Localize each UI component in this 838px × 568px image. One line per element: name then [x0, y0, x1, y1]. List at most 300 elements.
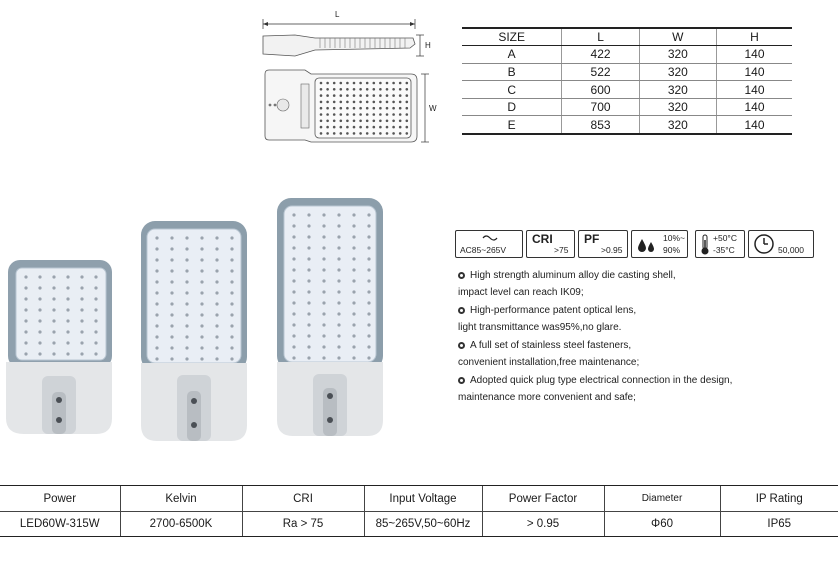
led-dot	[94, 319, 97, 322]
led-dot	[230, 236, 233, 239]
led-dot	[352, 323, 355, 326]
led-dot	[337, 279, 340, 282]
drawing-led-dot	[366, 132, 369, 135]
led-dot	[66, 319, 69, 322]
led-dot	[215, 258, 218, 261]
drawing-led-dot	[399, 132, 402, 135]
drawing-led-dot	[326, 101, 329, 104]
led-dot	[200, 291, 203, 294]
list-item	[458, 373, 833, 406]
led-dot	[292, 213, 295, 216]
size-header: SIZE	[462, 28, 562, 46]
led-dot	[322, 323, 325, 326]
drawing-led-dot	[340, 113, 343, 116]
drawing-led-dot	[340, 82, 343, 85]
bullet-icon	[458, 272, 465, 279]
led-dot	[155, 291, 158, 294]
led-dot	[307, 290, 310, 293]
drawing-led-dot	[359, 132, 362, 135]
led-dot	[337, 224, 340, 227]
power-factor-header: Power Factor	[482, 486, 604, 512]
led-dot	[38, 330, 41, 333]
led-dot	[66, 330, 69, 333]
drawing-led-dot	[399, 107, 402, 110]
drawing-led-dot	[366, 126, 369, 129]
drawing-led-dot	[366, 88, 369, 91]
led-dot	[352, 268, 355, 271]
led-dot	[80, 319, 83, 322]
led-dot	[367, 213, 370, 216]
drawing-led-dot	[366, 82, 369, 85]
drawing-led-dot	[346, 113, 349, 116]
drawing-led-dot	[406, 101, 409, 104]
ip-rating-cell: IP65	[720, 512, 838, 537]
led-dot	[185, 269, 188, 272]
drawing-led-dot	[333, 88, 336, 91]
drawing-led-dot	[353, 101, 356, 104]
led-dot	[230, 258, 233, 261]
drawing-led-dot	[320, 126, 323, 129]
led-dot	[80, 330, 83, 333]
led-dot	[307, 312, 310, 315]
humidity-min: 10%~	[663, 233, 685, 243]
width-cell: 320	[639, 116, 716, 134]
width-cell: 320	[639, 46, 716, 64]
drawing-led-dot	[406, 132, 409, 135]
led-dot	[337, 246, 340, 249]
led-dot	[367, 290, 370, 293]
drawing-led-dot	[373, 126, 376, 129]
input-voltage-cell: 85~265V,50~60Hz	[364, 512, 482, 537]
led-dot	[185, 346, 188, 349]
led-dot	[38, 308, 41, 311]
feature-text-continued: impact level can reach IK09;	[458, 286, 584, 298]
drawing-led-dot	[353, 82, 356, 85]
dimension-drawing-svg	[255, 8, 440, 148]
drawing-led-dot	[392, 88, 395, 91]
cri-cell: Ra > 75	[242, 512, 364, 537]
drawing-led-dot	[326, 107, 329, 110]
led-dot	[352, 290, 355, 293]
led-dot	[367, 246, 370, 249]
drawing-led-dot	[320, 101, 323, 104]
led-dot	[337, 334, 340, 337]
drawing-led-dot	[386, 94, 389, 97]
length-cell: 700	[562, 98, 639, 116]
pf-value: >0.95	[601, 245, 623, 255]
led-dot	[24, 330, 27, 333]
led-dot	[155, 302, 158, 305]
led-dot	[307, 235, 310, 238]
drawing-led-dot	[340, 107, 343, 110]
drawing-led-dot	[326, 126, 329, 129]
led-dot	[155, 324, 158, 327]
drawing-led-dot	[392, 113, 395, 116]
drawing-led-dot	[399, 101, 402, 104]
led-dot	[352, 301, 355, 304]
drawing-led-dot	[359, 113, 362, 116]
drawing-led-dot	[333, 94, 336, 97]
drawing-led-dot	[392, 82, 395, 85]
led-dot	[185, 236, 188, 239]
led-dot	[170, 346, 173, 349]
led-dot	[292, 312, 295, 315]
drawing-led-dot	[406, 107, 409, 110]
lifetime-badge	[748, 230, 814, 258]
spec-table	[0, 485, 838, 537]
led-dot	[352, 246, 355, 249]
drawing-led-dot	[326, 94, 329, 97]
led-dot	[200, 357, 203, 360]
street-light-small-image	[0, 258, 115, 438]
led-dot	[352, 356, 355, 359]
drawing-led-dot	[392, 132, 395, 135]
led-dot	[337, 235, 340, 238]
led-dot	[307, 213, 310, 216]
drawing-led-dot	[333, 107, 336, 110]
drawing-led-dot	[346, 132, 349, 135]
led-dot	[215, 236, 218, 239]
drawing-led-dot	[386, 120, 389, 123]
drawing-led-dot	[353, 113, 356, 116]
drawing-led-dot	[320, 82, 323, 85]
led-dot	[155, 247, 158, 250]
led-dot	[230, 269, 233, 272]
led-dot	[337, 356, 340, 359]
led-dot	[322, 213, 325, 216]
drawing-led-dot	[399, 88, 402, 91]
drawing-led-dot	[326, 120, 329, 123]
led-dot	[367, 279, 370, 282]
drawing-led-dot	[320, 94, 323, 97]
power-factor-badge	[578, 230, 628, 258]
drawing-led-dot	[340, 94, 343, 97]
led-dot	[352, 257, 355, 260]
led-dot	[292, 246, 295, 249]
led-dot	[66, 286, 69, 289]
drawing-led-dot	[359, 101, 362, 104]
led-dot	[66, 308, 69, 311]
street-light-medium-image	[135, 221, 253, 443]
led-dot	[367, 345, 370, 348]
height-cell: 140	[717, 46, 793, 64]
led-dot	[230, 357, 233, 360]
led-dot	[337, 213, 340, 216]
led-dot	[292, 257, 295, 260]
length-label: L	[335, 10, 340, 19]
feature-text-continued: maintenance more convenient and safe;	[458, 391, 636, 403]
led-dot	[230, 335, 233, 338]
led-dot	[170, 357, 173, 360]
led-dot	[352, 312, 355, 315]
drawing-led-dot	[406, 94, 409, 97]
drawing-led-dot	[320, 120, 323, 123]
drawing-led-dot	[333, 101, 336, 104]
drawing-led-dot	[386, 82, 389, 85]
size-cell: A	[462, 46, 562, 64]
led-dot	[38, 319, 41, 322]
led-dot	[24, 352, 27, 355]
table-row	[462, 63, 792, 81]
ac-wave-icon	[482, 234, 498, 242]
led-dot	[352, 334, 355, 337]
drawing-led-dot	[320, 132, 323, 135]
drawing-led-dot	[386, 132, 389, 135]
led-dot	[322, 235, 325, 238]
table-row	[462, 98, 792, 116]
led-dot	[185, 357, 188, 360]
led-dot	[322, 246, 325, 249]
led-dot	[307, 224, 310, 227]
led-dot	[38, 286, 41, 289]
led-dot	[200, 346, 203, 349]
dimension-drawing	[255, 8, 440, 148]
drawing-led-dot	[359, 107, 362, 110]
drawing-led-dot	[386, 88, 389, 91]
led-dot	[155, 313, 158, 316]
feature-text-continued: light transmittance was95%,no glare.	[458, 321, 622, 333]
drawing-led-dot	[379, 94, 382, 97]
drawing-led-dot	[353, 94, 356, 97]
drawing-led-dot	[373, 132, 376, 135]
drawing-led-dot	[373, 82, 376, 85]
drawing-led-dot	[353, 126, 356, 129]
led-dot	[52, 330, 55, 333]
led-dot	[200, 247, 203, 250]
led-dot	[367, 334, 370, 337]
led-dot	[337, 301, 340, 304]
led-dot	[155, 280, 158, 283]
led-dot	[80, 341, 83, 344]
list-item	[458, 338, 833, 371]
led-dot	[307, 345, 310, 348]
led-dot	[185, 258, 188, 261]
led-dot	[367, 257, 370, 260]
led-dot	[215, 335, 218, 338]
led-dot	[367, 301, 370, 304]
led-dot	[292, 268, 295, 271]
led-dot	[155, 269, 158, 272]
led-dot	[170, 280, 173, 283]
led-dot	[322, 356, 325, 359]
led-dot	[170, 247, 173, 250]
drawing-led-dot	[392, 94, 395, 97]
led-dot	[24, 319, 27, 322]
drawing-led-dot	[379, 113, 382, 116]
led-dot	[94, 308, 97, 311]
led-dot	[230, 280, 233, 283]
led-dot	[24, 308, 27, 311]
led-dot	[185, 280, 188, 283]
led-dot	[337, 323, 340, 326]
led-dot	[170, 258, 173, 261]
water-drop-icon	[636, 237, 658, 253]
width-cell: 320	[639, 63, 716, 81]
led-dot	[322, 301, 325, 304]
led-dot	[200, 302, 203, 305]
led-dot	[307, 356, 310, 359]
humidity-max: 90%	[663, 245, 681, 255]
power-factor-cell: > 0.95	[482, 512, 604, 537]
led-dot	[337, 257, 340, 260]
kelvin-header: Kelvin	[120, 486, 242, 512]
led-dot	[24, 341, 27, 344]
drawing-led-dot	[373, 120, 376, 123]
led-dot	[24, 275, 27, 278]
drawing-led-dot	[340, 101, 343, 104]
drawing-led-dot	[359, 94, 362, 97]
drawing-led-dot	[379, 101, 382, 104]
led-dot	[215, 313, 218, 316]
drawing-led-dot	[353, 88, 356, 91]
size-cell: D	[462, 98, 562, 116]
drawing-led-dot	[326, 82, 329, 85]
drawing-led-dot	[366, 120, 369, 123]
pf-label: PF	[584, 232, 600, 246]
led-dot	[170, 236, 173, 239]
led-dot	[24, 297, 27, 300]
led-dot	[307, 279, 310, 282]
table-row	[0, 512, 838, 537]
led-dot	[307, 323, 310, 326]
drawing-led-dot	[333, 132, 336, 135]
drawing-led-dot	[392, 107, 395, 110]
led-dot	[230, 302, 233, 305]
drawing-led-dot	[326, 88, 329, 91]
led-dot	[170, 291, 173, 294]
led-dot	[80, 352, 83, 355]
drawing-led-dot	[366, 101, 369, 104]
led-dot	[94, 275, 97, 278]
led-dot	[322, 290, 325, 293]
drawing-led-dot	[373, 88, 376, 91]
table-row	[462, 116, 792, 134]
drawing-led-dot	[346, 107, 349, 110]
led-dot	[38, 341, 41, 344]
led-dot	[292, 279, 295, 282]
led-dot	[215, 302, 218, 305]
led-dot	[292, 356, 295, 359]
drawing-led-dot	[346, 88, 349, 91]
led-dot	[200, 313, 203, 316]
drawing-led-dot	[373, 101, 376, 104]
led-dot	[170, 313, 173, 316]
drawing-led-dot	[359, 126, 362, 129]
led-dot	[307, 268, 310, 271]
led-dot	[367, 224, 370, 227]
led-dot	[230, 324, 233, 327]
led-dot	[322, 268, 325, 271]
led-dot	[52, 352, 55, 355]
drawing-led-dot	[366, 107, 369, 110]
led-dot	[200, 335, 203, 338]
led-dot	[155, 258, 158, 261]
kelvin-cell: 2700-6500K	[120, 512, 242, 537]
bullet-icon	[458, 307, 465, 314]
led-dot	[80, 286, 83, 289]
ip-rating-header: IP Rating	[720, 486, 838, 512]
feature-text: High strength aluminum alloy die casting shell,	[470, 270, 676, 281]
led-dot	[322, 224, 325, 227]
height-header: H	[717, 28, 793, 46]
led-dot	[185, 335, 188, 338]
led-dot	[230, 291, 233, 294]
drawing-led-dot	[379, 126, 382, 129]
led-dot	[215, 280, 218, 283]
led-dot	[80, 275, 83, 278]
led-dot	[52, 308, 55, 311]
led-dot	[292, 235, 295, 238]
led-dot	[200, 280, 203, 283]
drawing-led-dot	[346, 126, 349, 129]
drawing-led-dot	[333, 126, 336, 129]
table-row	[462, 81, 792, 99]
led-dot	[38, 297, 41, 300]
feature-text: A full set of stainless steel fasteners,	[470, 340, 632, 351]
width-header: W	[639, 28, 716, 46]
drawing-led-dot	[326, 132, 329, 135]
drawing-led-dot	[340, 88, 343, 91]
power-cell: LED60W-315W	[0, 512, 120, 537]
led-dot	[322, 334, 325, 337]
bullet-icon	[458, 342, 465, 349]
led-dot	[322, 345, 325, 348]
led-dot	[66, 352, 69, 355]
drawing-led-dot	[359, 120, 362, 123]
drawing-led-dot	[379, 120, 382, 123]
led-dot	[292, 301, 295, 304]
drawing-led-dot	[359, 88, 362, 91]
drawing-led-dot	[326, 113, 329, 116]
feature-list	[458, 268, 833, 408]
drawing-led-dot	[386, 126, 389, 129]
led-dot	[230, 346, 233, 349]
led-dot	[292, 334, 295, 337]
drawing-led-dot	[392, 101, 395, 104]
led-dot	[337, 268, 340, 271]
drawing-led-dot	[353, 132, 356, 135]
drawing-led-dot	[320, 113, 323, 116]
drawing-led-dot	[392, 126, 395, 129]
led-dot	[170, 335, 173, 338]
led-dot	[94, 286, 97, 289]
feature-text: High-performance patent optical lens,	[470, 305, 637, 316]
led-dot	[292, 224, 295, 227]
temperature-max: +50°C	[713, 233, 737, 243]
width-cell: 320	[639, 98, 716, 116]
length-cell: 600	[562, 81, 639, 99]
led-dot	[352, 235, 355, 238]
led-dot	[52, 297, 55, 300]
led-dot	[66, 341, 69, 344]
led-dot	[38, 275, 41, 278]
drawing-led-dot	[386, 113, 389, 116]
led-dot	[337, 345, 340, 348]
temperature-min: -35°C	[713, 245, 735, 255]
drawing-led-dot	[379, 107, 382, 110]
led-dot	[155, 346, 158, 349]
feature-text: Adopted quick plug type electrical connection in the design,	[470, 375, 733, 386]
diameter-header: Diameter	[604, 486, 720, 512]
led-dot	[170, 269, 173, 272]
drawing-led-dot	[373, 107, 376, 110]
voltage-badge	[455, 230, 523, 258]
drawing-led-dot	[399, 120, 402, 123]
led-dot	[215, 269, 218, 272]
led-dot	[52, 275, 55, 278]
led-dot	[24, 286, 27, 289]
led-dot	[200, 258, 203, 261]
